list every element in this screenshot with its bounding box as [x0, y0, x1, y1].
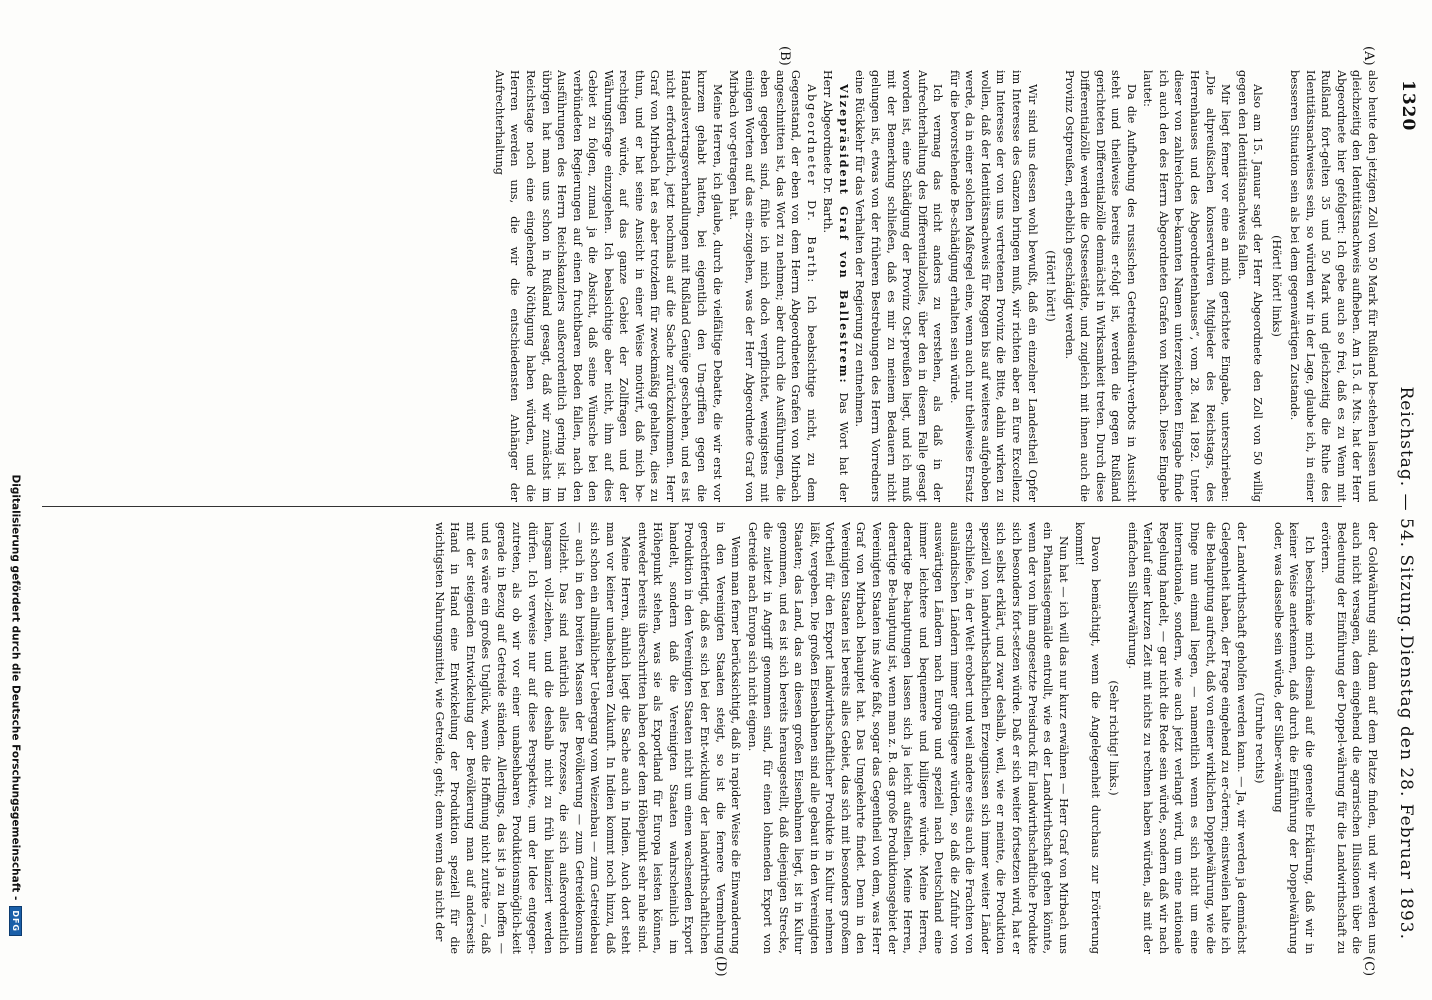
- speech-text: Ich beabsichtige nicht, zu dem Gegenstand, der eben von dem Herrn Abgeordneten Grafen von Mirbach angeschnitten ist, das Wort zu nehmen; aber durch die Ausführungen, die eben gegeben sind, fühle ich mich doch verpflichtet, wenigstens mit einigen Worten auf das ein-zugehen, was der Herr Abgeordnete Graf von Mirbach vor-getragen hat.: [727, 70, 818, 502]
- session-date: Dienstag den 28. Februar 1893.: [1396, 634, 1416, 940]
- speaker-name: Abgeordneter Dr. Barth:: [804, 84, 818, 285]
- interjection: (Unruhe rechts): [1253, 692, 1267, 784]
- margin-mark-b: (B): [777, 46, 792, 66]
- paragraph: Ich beschränke mich diesmal auf die generelle Erklärung, daß wir in keiner Weise anerkennen, daß durch die Einführung der Doppelwährung oder, was dasselbe sein würde, der Silber-währung: [1271, 522, 1316, 954]
- paragraph: Mir liegt ferner vor eine an mich gerichtete Eingabe, unterschrieben: „Die altpreußischen konservativen Mitglieder des Reichstags, des Herrenhauses und des Abgeordnetenhauses“, vom 28. Mai 1892. Unter dieser von zahlreichen be-kannten Namen unterzeichneten Eingabe finde ich auch den des Herrn Abgeordneten Grafen von Mirbach. Diese Eingabe lautet:: [1141, 70, 1233, 502]
- speaker-name: Vizepräsident Graf von Ballestrem:: [836, 84, 851, 385]
- digitization-credit: [9, 475, 22, 936]
- margin-mark-c: (C): [1361, 956, 1376, 977]
- paragraph: der Landwirthschaft geholfen werden kann. — Ja, wir werden ja demnächst Gelegenheit haben, der Frage eingehend zu er-örtern; einstweilen halte ich die Behauptung aufrecht, daß von einer wirklichen Doppelwährung, wie die Dinge nun einmal liegen, — namentlich wenn es sich nicht um eine internationale, sondern, wie auch jetzt verlangt wird, um eine nationale Regelung handelt, — gar nicht die Rede sein würde, sondern daß wir nach Verlauf einer kurzen Zeit mit nichts zu rechnen haben würden, als mit der einfachen Silberwährung.: [1125, 522, 1248, 954]
- quoted-paragraph: Wir sind uns dessen wohl bewußt, daß ein einzelner Landestheil Opfer im Interesse des Ganzen bringen muß, wir richten aber an Eure Excellenz im Interesse der von uns vertretenen Provinz die Bitte, dahin wirken zu wollen, daß der Identitätsnachweis für Roggen bis auf weiteres aufgehoben werde, da in einer solchen Maßregel eine, wenn auch nur theilweise Ersatz für die bevorstehende Be-schädigung erhalten sein würde.: [947, 70, 1039, 502]
- interjection: (Hört! hört! links): [1269, 235, 1283, 337]
- paragraph: Nun hat — ich will das nur kurz erwähnen — Herr Graf von Mirbach uns ein Phantasiegemälde entrollt, wie es der Landwirthschaft gehen könnte, wenn der von ihm angesetzte Preisdruck für landwirthschaftliche Produkte sich besonders fort-setzen würde. Daß er sich weiter fortsetzen wird, hat er sich selbst erklärt, und zwar deshalb, weil, wie er meinte, die Produktion speziell von landwirthschaftlichen Erzeugnissen sich immer weiter Länder erschließe, in der Welt erobert und weil andere seits auch die Frachten von ausländischen Ländern immer günstigere würden, so daß die Zufuhr von auswärtigen Ländern nach Europa und speziell nach Deutschland eine immer leichtere und bequemere und billigere würde. Meine Herren, derartige Be-hauptungen lassen sich ja leicht aufstellen. Meine Herren, derartige Be-hauptung ist, wenn man z. B. das große Produktionsgebiet der Vereinigten Staaten ins Auge faßt, sogar das Gegentheil von dem, was Herr Graf von Mirbach behauptet hat. Das Umgekehrte findet. Denn in den Vereinigten Staaten ist bereits alles Gebiet, das sich mit besonders großem Vortheil für den Export landwirthschaftlicher Produkte in Kultur nehmen läßt, vergeben. Die großen Eisenbahnen sind alle gebaut in den Vereinigten Staaten; das Land, das an diesen großen Eisenbahnen liegt, ist in Kultur genommen, und es ist sich bereits herausgestellt, daß diejenigen Strecke, die zuletzt in Angriff genommen sind, für einen lohnenden Export von Getreide nach Europa sich nicht eignen.: [745, 522, 1070, 954]
- page-footer: [4, 60, 28, 940]
- right-column: [44, 522, 1380, 954]
- credit-text: Digitalisierung gefördert durch die Deutsche Forschungsgemeinschaft -: [9, 474, 22, 901]
- page-header: [1386, 80, 1426, 940]
- interjection: (Hört! hört!): [1044, 250, 1058, 322]
- paragraph: [726, 70, 819, 502]
- paragraph: also heute den jetzigen Zoll von 50 Mark für Rußland be-stehen lassen und gleichzeitig den Identitätsnachweis aufheben. Am 15. d. Mts. hat der Herr Abgeordnete hier gefolgert: Ich gebe auch so frei, daß es zu Wenn mit Rußland fort-gelten 35 und 50 Mark und gleichzeitig die Ruhe des Identitätsnachweises sein, so würden wir in der Lage, glaube ich, in einer besseren Situation sein als bei dem gegenwärtigen Zustande.: [1288, 70, 1379, 502]
- paragraph: Also am 15. Januar sagt der Herr Abgeordnete den Zoll von 50 willig gegen den Identitätsnachweis fallen.: [1235, 70, 1265, 502]
- paragraph: Ich vermag das nicht anders zu verstehen, als daß in der Aufrechterhaltung des Differentialzolles, über den in diesem Falle gesagt worden ist, eine Schädigung der Provinz Ost-preußen liegt, und ich muß mit der Bemerkung schließen, daß es mir zu meinem Bedauern nicht gelungen ist, etwas von der früheren Bestrebungen des Herrn Vorredners eine Rückkehr für das Verhalten der Regierung zu entnehmen.: [853, 70, 945, 502]
- dfg-logo-icon: DFG: [9, 906, 22, 936]
- paragraph: Davon bemächtigt, wenn die Angelegenheit durchaus zur Erörterung kommt!: [1073, 522, 1102, 954]
- page-number: 1320: [1398, 80, 1418, 132]
- left-column: [44, 70, 1380, 502]
- quoted-paragraph: Da die Aufhebung des russischen Getreideausfuhr-verbots in Aussicht steht und theilweise bereits er-folgt ist, werden die gegen Rußland gerichteten Differentialzölle demnächst in Wirksamkeit treten. Durch diese Differentialzölle werden die Ostseestädte, und zugleich mit ihnen auch die Provinz Ostpreußen, erheblich geschädigt werden.: [1062, 70, 1138, 502]
- running-title: Reichstag. — 54. Sitzung.: [1396, 386, 1416, 634]
- margin-mark-a: (A): [1361, 46, 1376, 66]
- column-divider: [42, 506, 1342, 507]
- interjection: (Sehr richtig! links.): [1107, 680, 1121, 796]
- margin-mark-d: (D): [713, 956, 728, 977]
- speech-text: Das Wort hat der Herr Abgeordnete Dr. Barth.: [821, 70, 850, 502]
- paragraph: Meine Herren, ich glaube, durch die vielfältige Debatte, die wir erst vor kurzem gehabt hatten, bei eigentlich den Um-griffen gegen die Handelsvertragsverhandlungen mit Rußland Genüge geschehen, und es ist nicht erforderlich, jetzt nochmals auf die Sache zurückzukommen. Herr Graf von Mirbach hat es aber trotzdem für zweckmäßig gehalten, dies zu thun, und er hat seine Ansicht in einer Weise motivirt, daß mich be-rechtigen würde, auf das ganze Gebiet der Zollfragen und der Währungsfrage einzugehen. Ich beabsichtige aber nicht, ihm auf dies Gebiet zu folgen, zumal ja die Absicht, daß seine Wünsche bei den verbündeten Regierungen auf einen fruchtbaren Boden fallen, nach den Ausführungen des Herrn Reichskanzlers außerordentlich gering ist. Im übrigen hat man uns schon in Rußland gesagt, daß wir zunächst im Reichstage noch eine eingehende Nöthigung haben würden, und die Herren werden uns, die wir die entschiedensten Anhänger der Aufrechterhaltung: [492, 70, 724, 502]
- paragraph: Wenn man ferner berücksichtigt, daß in rapider Weise die Einwanderung in den Vereinigten Staaten steigt, so ist die fernere Vermehrung gerechtfertigt, daß es sich bei der Ent-wicklung der landwirthschaftlichen Produktion in den Vereinigten Staaten nicht um einen wachsenden Export handelt, sondern daß die Vereinigten Staaten wahrscheinlich im Höhepunkt stehen, was sie als Exportland für Europa leisten können, entweder bereits überschritten haben oder dem Höhepunkt sehr nahe sind.: [635, 522, 743, 954]
- paragraph: der Goldwährung sind, dann auf dem Platze finden, und wir werden uns auch nicht versagen, dem eingehend die agrarischen Illusionen über die Bedeutung der Einführung der Doppel-währung für die Landwirthschaft zu erörtern.: [1319, 522, 1379, 954]
- paragraph: [820, 70, 851, 502]
- paragraph: Meine Herren, ähnlich liegt die Sache auch in Indien. Auch dort steht man vor keiner unabsehbaren Zukunft. In Indien kommt noch hinzu, daß sich schon ein allmählicher Uebergang vom Weizenbau — zum Getreidebau — auch in den breiten Massen der Bevölkerung — zum Getreidekonsum vollzieht. Das sind natürlich alles Prozesse, die sich außerordentlich langsam voll-ziehen, und die deshalb nicht zu früh bilanziert werden dürfen. Ich verweise nur auf diese Perspektive, um der Idee entgegen-zutreten, als ob wir vor einer unabsehbaren Produktionsmöglich-keit gerade in Bezug auf Getreide ständen. Allerdings, das ist ja zu hoffen — und es wäre ein großes Unglück, wenn die Hoffnung nicht zuträte —, daß mit der steigenden Entwickelung der Bevölkerung man auf anderseits Hand in Hand eine Entwickelung der Produktion speziell für die wichtigsten Nahrungsmittel, wie Getreide, geht; denn wenn das nicht der: [432, 522, 633, 954]
